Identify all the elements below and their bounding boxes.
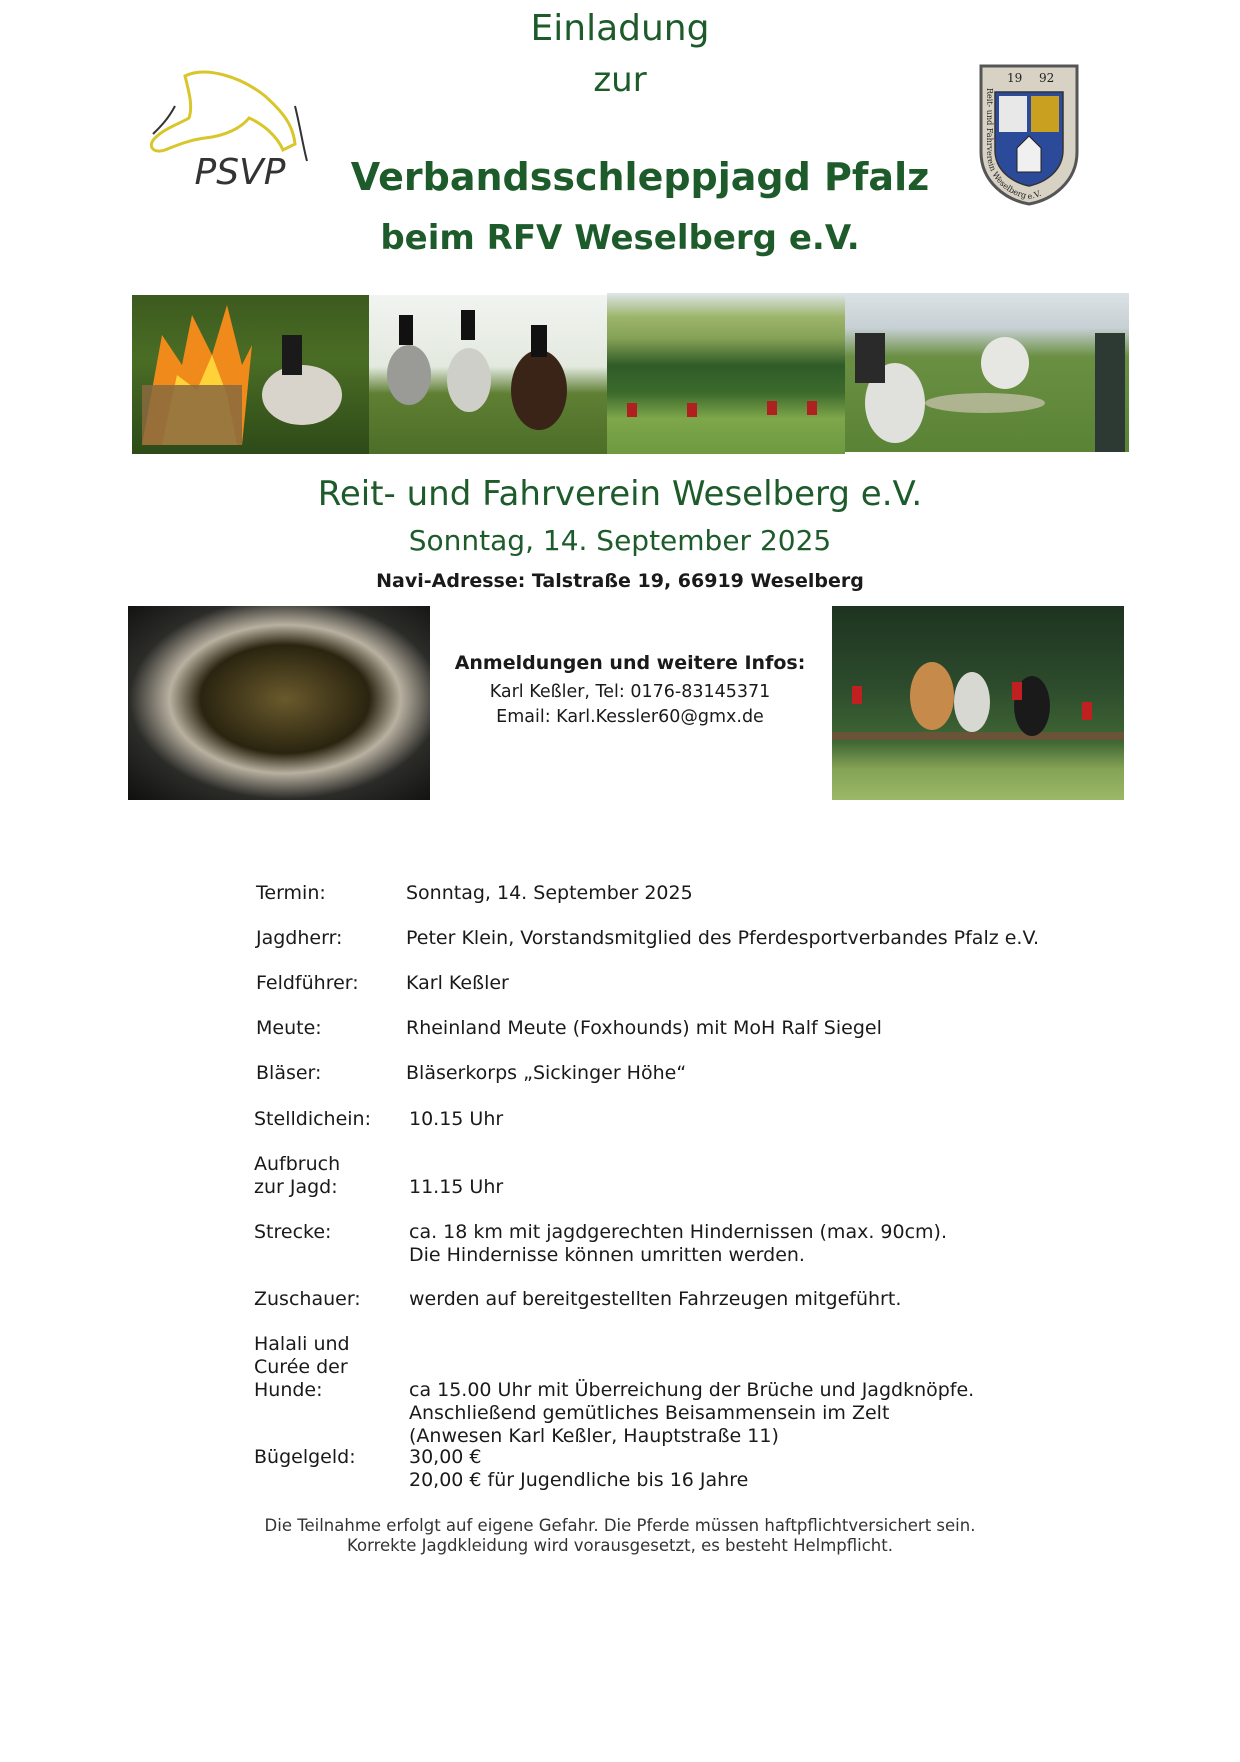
photo-riders: [369, 295, 607, 454]
title-zur: zur: [593, 60, 647, 100]
detail-label: [256, 1062, 321, 1085]
detail-value-line: Bläserkorps „Sickinger Höhe“: [406, 1062, 687, 1084]
detail-value: [409, 1108, 503, 1131]
disclaimer-line-2: Korrekte Jagdkleidung wird vorausgesetzt, es besteht Helmpflicht.: [347, 1536, 893, 1555]
detail-value: [409, 1221, 947, 1267]
contact-heading: Anmeldungen und weitere Infos:: [454, 652, 806, 674]
detail-value: [406, 1062, 686, 1085]
detail-value-line: Sonntag, 14. September 2025: [406, 882, 693, 904]
detail-label-line: Aufbruch: [254, 1153, 341, 1175]
detail-value-line: 30,00 €: [409, 1446, 482, 1468]
detail-value-line: Peter Klein, Vorstandsmitglied des Pferdesportverbandes Pfalz e.V.: [406, 927, 1040, 949]
detail-value-line: Karl Keßler: [406, 972, 509, 994]
detail-value: [406, 972, 509, 995]
club-crest: [977, 62, 1081, 206]
detail-label-line: Hunde:: [254, 1379, 323, 1401]
detail-label-line: Jagdherr:: [256, 927, 343, 949]
crest-ring-text: Reit- und Fahrverein Weselberg e.V.: [984, 88, 1043, 202]
detail-label: [254, 1108, 371, 1131]
detail-value-line: (Anwesen Karl Keßler, Hauptstraße 11): [409, 1425, 779, 1447]
detail-label: [254, 1333, 350, 1402]
detail-label-line: Termin:: [256, 882, 326, 904]
detail-label: [254, 1221, 331, 1244]
photo-riders-jumping: [832, 606, 1124, 800]
disclaimer-line-1: Die Teilnahme erfolgt auf eigene Gefahr. Die Pferde müssen haftpflichtversichert sein.: [264, 1516, 976, 1535]
detail-value-line: ca. 18 km mit jagdgerechten Hindernissen (max. 90cm).: [409, 1221, 947, 1243]
navi-address: Navi-Adresse: Talstraße 19, 66919 Weselberg: [376, 570, 864, 592]
detail-label-line: Meute:: [256, 1017, 322, 1039]
detail-value: [409, 1446, 748, 1492]
detail-value-line: 20,00 € für Jugendliche bis 16 Jahre: [409, 1469, 749, 1491]
detail-label-line: Halali und: [254, 1333, 350, 1355]
detail-label: [254, 1153, 340, 1199]
photo-meet: [845, 293, 1129, 452]
detail-value-line: 10.15 Uhr: [409, 1108, 504, 1130]
event-title: Verbandsschleppjagd Pfalz: [350, 155, 930, 199]
contact-phone: Karl Keßler, Tel: 0176-83145371: [489, 682, 771, 702]
detail-value: [409, 1288, 901, 1311]
psvp-logo-text: PSVP: [194, 152, 286, 193]
event-subtitle: beim RFV Weselberg e.V.: [380, 218, 860, 258]
club-name: Reit- und Fahrverein Weselberg e.V.: [317, 474, 923, 514]
photo-bonfire: [132, 295, 369, 454]
detail-value: [406, 882, 693, 905]
detail-label: [256, 927, 342, 950]
contact-box: [430, 652, 830, 730]
detail-label: [256, 972, 359, 995]
detail-label: [254, 1446, 356, 1469]
detail-value: [409, 1379, 974, 1448]
detail-label: [256, 882, 326, 905]
detail-label-line: Feldführer:: [256, 972, 359, 994]
detail-label-line: Strecke:: [254, 1221, 332, 1243]
photo-hunting-horn: [128, 606, 430, 800]
crest-year-right: 92: [1039, 71, 1055, 85]
detail-value: [406, 927, 1039, 950]
title-invitation: Einladung: [530, 8, 710, 49]
detail-label: [256, 1017, 322, 1040]
detail-value-line: werden auf bereitgestellten Fahrzeugen mitgeführt.: [409, 1288, 902, 1310]
photo-landscape: [607, 293, 845, 454]
detail-label-line: Curée der: [254, 1356, 348, 1378]
disclaimer: [0, 1516, 1240, 1556]
psvp-logo: [145, 66, 335, 196]
detail-label-line: Bläser:: [256, 1062, 322, 1084]
event-date: Sonntag, 14. September 2025: [408, 524, 832, 557]
detail-label-line: zur Jagd:: [254, 1176, 338, 1198]
detail-value-line: ca 15.00 Uhr mit Überreichung der Brüche und Jagdknöpfe.: [409, 1379, 975, 1401]
contact-email: Email: Karl.Kessler60@gmx.de: [496, 707, 764, 727]
detail-value: [409, 1176, 503, 1199]
detail-value-line: 11.15 Uhr: [409, 1176, 504, 1198]
crest-year-left: 19: [1007, 71, 1023, 85]
detail-label-line: Bügelgeld:: [254, 1446, 356, 1468]
detail-value-line: Rheinland Meute (Foxhounds) mit MoH Ralf Siegel: [406, 1017, 882, 1039]
detail-value: [406, 1017, 882, 1040]
detail-value-line: Anschließend gemütliches Beisammensein im Zelt: [409, 1402, 890, 1424]
detail-label: [254, 1288, 361, 1311]
detail-label-line: Zuschauer:: [254, 1288, 361, 1310]
detail-value-line: Die Hindernisse können umritten werden.: [409, 1244, 805, 1266]
detail-label-line: Stelldichein:: [254, 1108, 371, 1130]
